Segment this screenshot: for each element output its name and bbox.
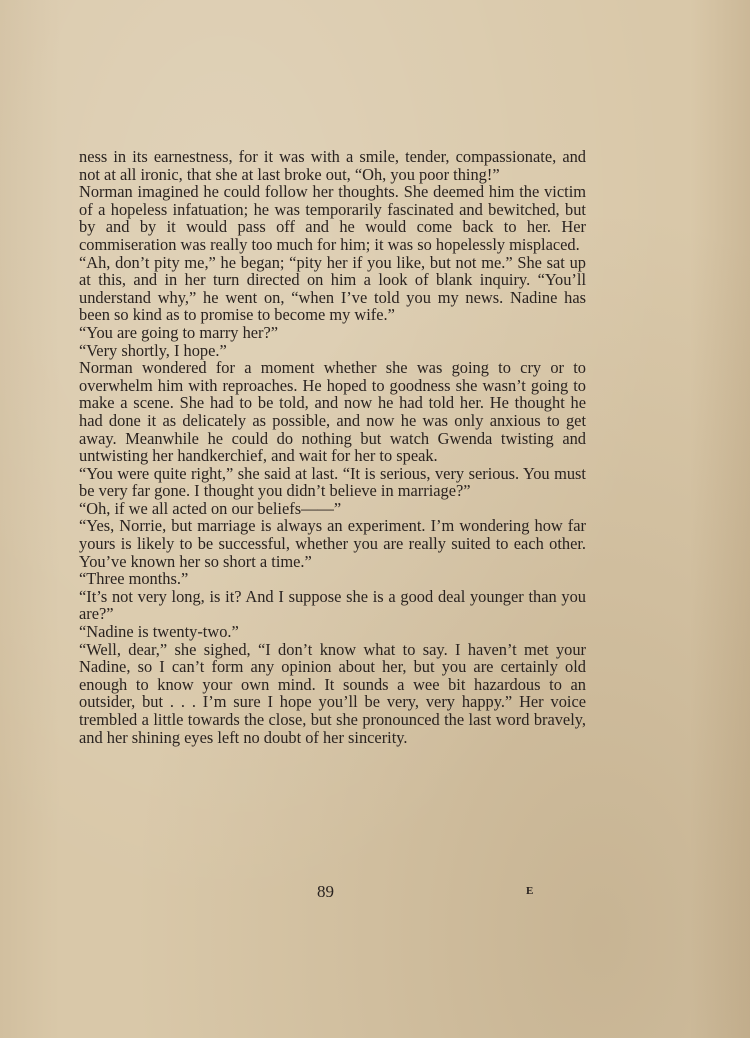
paragraph: Norman imagined he could follow her thoughts. She deemed him the victim of a hopeless infatuation; he was temporarily fascinated and bewitched, but by and by it would pass off and he would come back to her. Her commiseration was really too much for him; it was so hopelessly misplaced. — [79, 182, 586, 254]
paragraph: Norman wondered for a moment whether she was going to cry or to overwhelm him with reproaches. He hoped to goodness she wasn’t going to make a scene. She had to be told, and now he had told her. He thought he had done it as delicately as possible, and now he was only anxious to get away. Meanwhile he could do nothing but watch Gwenda twisting and untwisting her handkerchief, and wait for her to speak. — [79, 358, 586, 466]
paragraph: “Well, dear,” she sighed, “I don’t know what to say. I haven’t met your Nadine, so I can’t form any opinion about her, but you are certainly old enough to know your own mind. It sounds a wee bit hazardous to an outsider, but . . . I’m sure I hope you’ll be very, very happy.” Her voice trembled a little towards the close, but she pronounced the last word bravely, and her shining eyes left no doubt of her sincerity. — [79, 639, 586, 747]
page-footer — [0, 882, 750, 902]
page-number: 89 — [317, 882, 334, 901]
paragraph: “You are going to marry her?” — [79, 322, 279, 342]
paragraph: “Very shortly, I hope.” — [79, 340, 227, 360]
paragraph: “Ah, don’t pity me,” he began; “pity her if you like, but not me.” She sat up at this, and in her turn directed on him a look of blank inquiry. “You’ll understand why,” he went on, “when I’ve told you my news. Nadine has been so kind as to promise to become my wife.” — [79, 252, 586, 325]
paragraph: “You were quite right,” she said at last. “It is serious, very serious. You must be very far gone. I thought you didn’t believe in marriage?” — [79, 463, 586, 501]
page-body-text — [79, 148, 586, 746]
signature-mark: E — [526, 885, 534, 897]
paragraph: “Nadine is twenty-two.” — [79, 622, 239, 642]
paragraph: “Three months.” — [79, 569, 189, 589]
paragraph: “Oh, if we all acted on our beliefs——” — [79, 498, 342, 518]
paragraph: ness in its earnestness, for it was with a smile, tender, compassionate, and not at all ironic, that she at last broke out, “Oh, you poor thing!” — [79, 147, 586, 184]
paragraph: “It’s not very long, is it? And I suppose she is a good deal younger than you are?” — [79, 586, 586, 624]
paragraph: “Yes, Norrie, but marriage is always an experiment. I’m wondering how far yours is likely to be successful, whether you are really suited to each other. You’ve known her so short a time.” — [79, 516, 586, 571]
